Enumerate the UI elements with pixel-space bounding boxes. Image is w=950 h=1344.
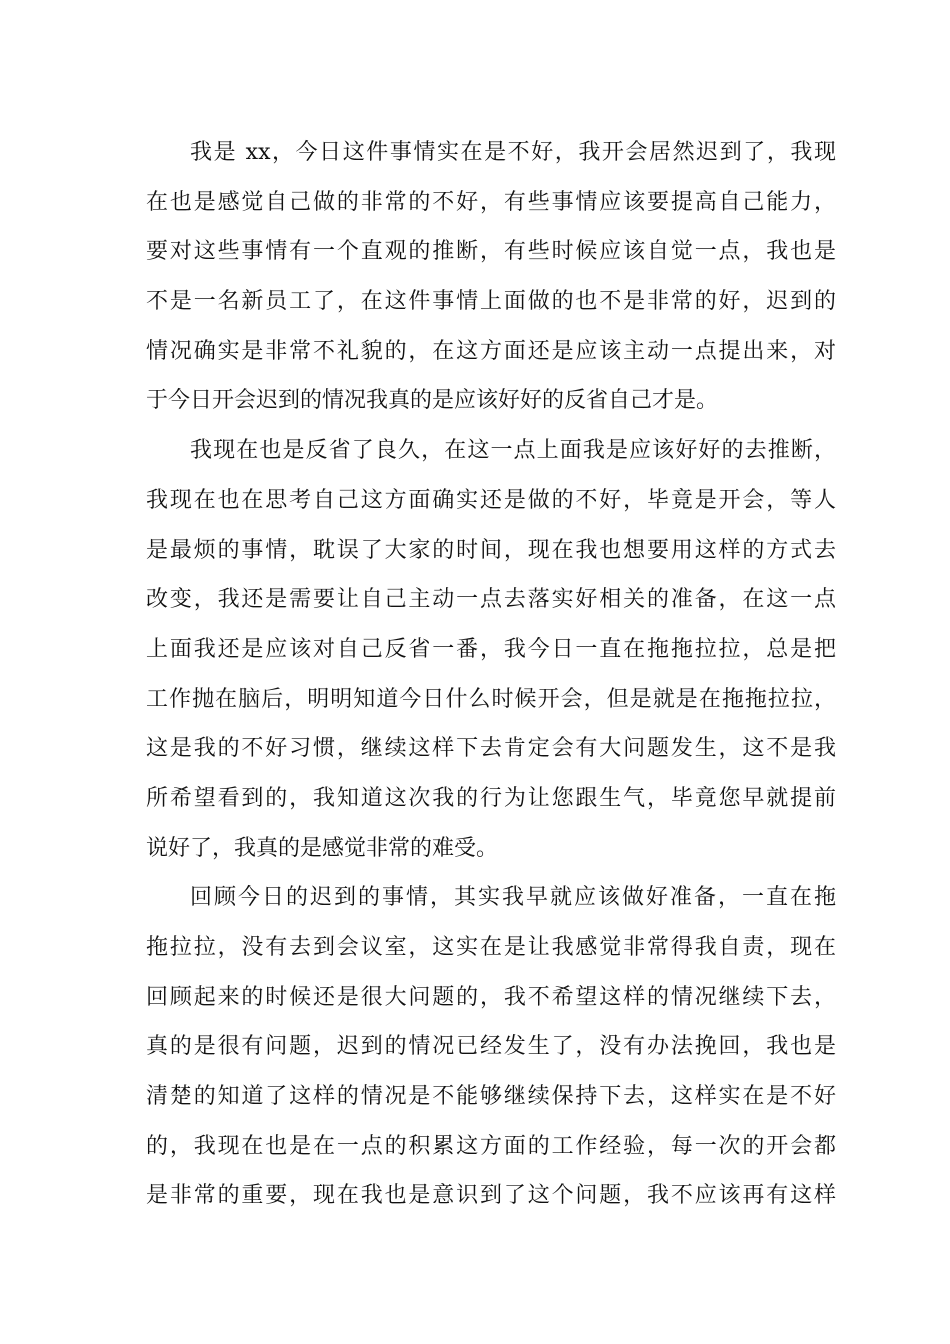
paragraph-2-line-2: 我现在也在思考自己这方面确实还是做的不好，毕竟是开会，等人: [146, 487, 836, 513]
paragraph-2-line-7: 这是我的不好习惯，继续这样下去肯定会有大问题发生，这不是我: [146, 736, 836, 762]
paragraph-2-line-4: 改变，我还是需要让自己主动一点去落实好相关的准备，在这一点: [146, 587, 836, 613]
paragraph-3-line-2: 拖拉拉，没有去到会议室，这实在是让我感觉非常得我自责，现在: [146, 935, 836, 960]
paragraph-1-line-1: 我是 xx，今日这件事情实在是不好，我开会居然迟到了，我现: [190, 140, 836, 165]
paragraph-2-line-8: 所希望看到的，我知道这次我的行为让您跟生气，毕竟您早就提前: [146, 785, 836, 811]
paragraph-1-line-6: 于今日开会迟到的情况我真的是应该好好的反省自己才是。: [146, 388, 719, 414]
paragraph-1-line-4: 不是一名新员工了，在这件事情上面做的也不是非常的好，迟到的: [146, 289, 836, 315]
paragraph-2-line-5: 上面我还是应该对自己反省一番，我今日一直在拖拖拉拉，总是把: [146, 636, 836, 662]
document-body: [146, 128, 836, 1221]
paragraph-3-line-4: 真的是很有问题，迟到的情况已经发生了，没有办法挽回，我也是: [146, 1034, 836, 1060]
paragraph-2-line-9: 说好了，我真的是感觉非常的难受。: [146, 835, 499, 861]
paragraph-2-line-6: 工作抛在脑后，明明知道今日什么时候开会，但是就是在拖拖拉拉，: [146, 686, 836, 712]
paragraph-2-line-3: 是最烦的事情，耽误了大家的时间，现在我也想要用这样的方式去: [146, 537, 836, 563]
paragraph-2-line-1: 我现在也是反省了良久，在这一点上面我是应该好好的去推断，: [190, 438, 836, 464]
paragraph-1-line-2: 在也是感觉自己做的非常的不好，有些事情应该要提高自己能力，: [146, 189, 836, 215]
paragraph-3-line-3: 回顾起来的时候还是很大问题的，我不希望这样的情况继续下去，: [146, 984, 836, 1010]
paragraph-1-line-5: 情况确实是非常不礼貌的，在这方面还是应该主动一点提出来，对: [146, 338, 836, 364]
paragraph-3-line-6: 的，我现在也是在一点的积累这方面的工作经验，每一次的开会都: [146, 1133, 836, 1159]
paragraph-3-line-1: 回顾今日的迟到的事情，其实我早就应该做好准备，一直在拖: [190, 885, 836, 911]
paragraph-3-line-7: 是非常的重要，现在我也是意识到了这个问题，我不应该再有这样: [146, 1183, 836, 1209]
paragraph-1-line-3: 要对这些事情有一个直观的推断，有些时候应该自觉一点，我也是: [146, 239, 836, 265]
paragraph-3-line-5: 清楚的知道了这样的情况是不能够继续保持下去，这样实在是不好: [146, 1084, 836, 1110]
